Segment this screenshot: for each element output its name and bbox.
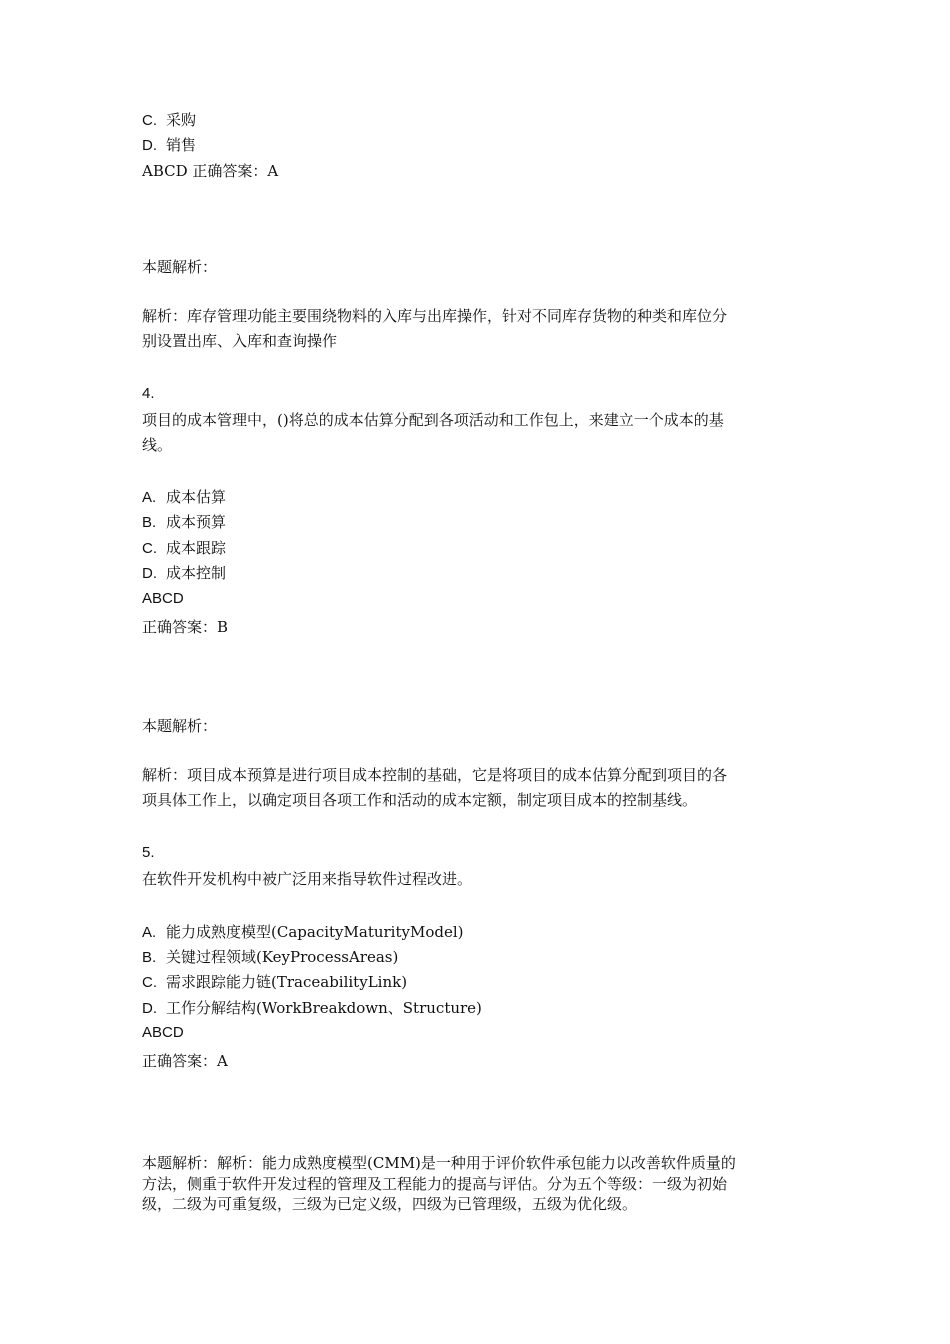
q3-analysis-heading: 本题解析： <box>142 258 218 276</box>
q4-option-a: A. 成本估算 <box>142 488 227 506</box>
q5-stem: 在软件开发机构中被广泛用来指导软件过程改进。 <box>142 870 473 888</box>
q4-stem-line-1: 项目的成本管理中，()将总的成本估算分配到各项活动和工作包上，来建立一个成本的基 <box>142 411 724 429</box>
q5-number: 5. <box>142 844 155 861</box>
q4-analysis-line-1: 解析：项目成本预算是进行项目成本控制的基础，它是将项目的成本估算分配到项目的各 <box>142 766 728 784</box>
q5-analysis-line-3: 级，二级为可重复级，三级为已定义级，四级为已管理级，五级为优化级。 <box>142 1195 638 1213</box>
q5-option-a: A. 能力成熟度模型(CapacityMaturityModel) <box>142 923 464 941</box>
q5-option-c: C. 需求跟踪能力链(TraceabilityLink) <box>142 973 408 991</box>
q3-option-d: D. 销售 <box>142 136 197 154</box>
q4-analysis-heading: 本题解析： <box>142 717 218 735</box>
q3-analysis-line-1: 解析：库存管理功能主要围绕物料的入库与出库操作，针对不同库存货物的种类和库位分 <box>142 307 728 325</box>
q5-option-d: D. 工作分解结构(WorkBreakdown、Structure) <box>142 999 482 1017</box>
q5-option-b: B. 关键过程领域(KeyProcessAreas) <box>142 948 399 966</box>
q4-number: 4. <box>142 385 155 402</box>
q3-analysis-line-2: 别设置出库、入库和查询操作 <box>142 332 338 350</box>
q4-option-b: B. 成本预算 <box>142 513 227 531</box>
q5-analysis-line-1: 本题解析：解析：能力成熟度模型(CMM)是一种用于评价软件承包能力以改善软件质量的 <box>142 1154 736 1172</box>
q4-option-c: C. 成本跟踪 <box>142 539 227 557</box>
q4-stem-line-2: 线。 <box>142 436 173 454</box>
q5-abcd: ABCD <box>142 1024 184 1041</box>
q3-answer: ABCD 正确答案：A <box>142 162 279 180</box>
q4-answer: 正确答案：B <box>142 618 229 636</box>
q5-analysis-line-2: 方法，侧重于软件开发过程的管理及工程能力的提高与评估。分为五个等级：一级为初始 <box>142 1175 728 1193</box>
q4-analysis-line-2: 项具体工作上，以确定项目各项工作和活动的成本定额，制定项目成本的控制基线。 <box>142 791 698 809</box>
q5-answer: 正确答案：A <box>142 1052 228 1070</box>
q4-abcd: ABCD <box>142 590 184 607</box>
q3-option-c: C. 采购 <box>142 111 197 129</box>
q4-option-d: D. 成本控制 <box>142 564 227 582</box>
